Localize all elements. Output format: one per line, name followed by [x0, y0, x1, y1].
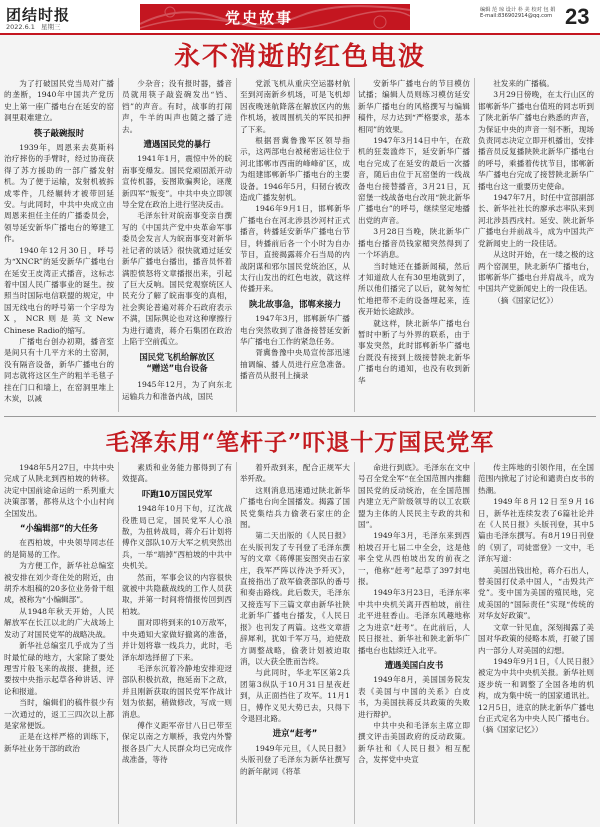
paragraph: 1946年9月1日，邯郸新华广播电台在河北涉县沙河村正式播音，转播延安新华广播电台节目，转播前后各一个小时为自办节目，直接揭露蒋介石当局的内战阴谋和邪尔国民党统治区，从太行山发出的红色电波，就这样传播开来。 — [240, 204, 350, 294]
article2-column — [358, 462, 470, 824]
issue-date — [6, 22, 65, 31]
column-divider — [118, 462, 119, 824]
article2-title: 毛泽东用“笔杆子”吓退十万国民党军 — [105, 429, 495, 456]
paragraph: 当时，编辑们的稿件很少有一次通过的，返工三四次以上都是家常便饭。 — [4, 698, 114, 730]
paragraph: 1947年3月14日中午，在敌机的狂轰滥炸下，延安新华广播电台完成了在延安的最后一次播音，随后由位于瓦窑堡的一线战备电台接替播音，3月21日，瓦窑堡一线战备电台改用“陕北新华广播电台”的呼号，继续坚定地播出党的声音。 — [358, 136, 470, 225]
paragraph: 面对即将到来的10万敌军，中央通知大家做好撤离的准备，并计划将靠一线兵力，此时，毛泽东却选择留了下来。 — [122, 618, 232, 662]
subheading: 遭遇国民党的暴行 — [143, 139, 211, 150]
paragraph: 毛泽东沉着冷静地安排迎迓部队积极抗敌，拖延南下之敌，并且刚新获取的国民党军作战计划为依据，稍做修改，写成一则消息。 — [122, 663, 232, 719]
article1-title: 永不消逝的红色电波 — [173, 42, 426, 72]
paragraph: 着歼敌到来，配合正规军大举歼敌。 — [240, 463, 350, 484]
column-divider — [354, 78, 355, 412]
paragraph: 党派飞机从重庆空运器材航至到河南新乡机场，可是飞机却因夜晚迷航降落在解放区内的焦作机场，被周围机关的军民扣押了下来。 — [240, 79, 350, 134]
staff-line: 编辑 范 琼 设计 朴 美 校对 包 娟 — [480, 7, 556, 13]
paragraph: 3月28日当晚，陕北新华广播电台播音员钱家楣突然得到了一个坏消息。 — [358, 227, 470, 260]
masthead: 团结时报 — [6, 6, 71, 24]
article1-column — [478, 78, 594, 412]
column-divider — [118, 78, 119, 412]
column-divider — [354, 462, 355, 824]
section-banner — [140, 4, 410, 30]
paragraph: 1949年8月12日至9月16日，新华社连续发表了6篇社论并在《人民日报》头版刊登，其中5篇由毛泽东撰写。有8月19日刊登的《别了，司徒雷登》一文中，毛泽东写道： — [478, 497, 594, 564]
column-divider — [236, 78, 237, 412]
paragraph: 正是在这样严格的训练下，新华社业务干部的政治 — [4, 732, 114, 753]
subheading: “小编辑部”的大任务 — [19, 523, 98, 534]
paragraph: 当时她还在播新闻稿，然后才知道敌人在有30里地就到了，所以他们播完了以后，就匆匆忙忙地把带不走的设备埋起来，连夜开始长途跋涉。 — [358, 261, 470, 317]
page-number: 23 — [565, 4, 590, 29]
article2-column — [122, 462, 232, 824]
paragraph: 在西柏坡，中央领导同志任的是简易的工作。 — [4, 538, 114, 559]
date-text: 2022.6.1 — [6, 23, 35, 31]
paragraph: 1949年元旦，《人民日报》头版刊登了毛泽东为新华社撰写的新年献词《将革 — [240, 743, 350, 776]
paragraph: 素质和业务能力都得到了有效提高。 — [122, 463, 232, 484]
paragraph: 为方便工作，新华社总编室被安排在刘少奇住处的附近，由胡乔木组稿的20多位业务骨干组成，被称为“小编辑部”。 — [4, 561, 114, 605]
paragraph: 1949年3月，毛泽东来到西柏坡召开七届二中全会，这是他率全党从西柏坡出发的前夜之一，他称“赶考”起草了397封电报。 — [358, 531, 470, 587]
subheading: 筷子敲碗报时 — [33, 127, 85, 138]
article2-column — [4, 462, 114, 824]
subheading: 国民党飞机给解放区 “赠送”电台设备 — [139, 352, 215, 374]
paragraph: 傅作义距军帝甘八日已带至保定以南之方顺桥，我党内外警报各县广大人民群众均已完成作战准备，等待 — [122, 720, 232, 765]
column-divider — [474, 462, 475, 824]
paragraph: 1948年5月27日，中共中央完成了从陕北到西柏坡的转移。决定中国前途命运的一系列重大决策部署，都将从这个小山村向全国发出。 — [4, 463, 114, 518]
paragraph: 然而，军事会议的内容很快就被中共隐蔽战线的工作人员获取，并第一时间将情报传回到西柏坡。 — [122, 572, 232, 616]
paragraph: 1941年1月，震惊中外的皖南事变爆发。国民党顽固派开动宣传机器，妄图欺骗舆论，诬蔑新四军“叛变”。中共中央立即领导全党在政治上进行坚决反击。 — [122, 154, 232, 210]
paragraph: 1947年7月，时任中宣部副部长、新华社社长的廖承志率队来到河北涉县西戌村。延安、陕北新华广播电台并前战斗，成为中国共产党新闻史上的一段佳话。 — [478, 193, 594, 248]
paragraph: 命进行到底》。毛泽东在文中号召全党全军“在全国范围内推翻国民党的反动统治，在全国范围内建立无产阶级领导的以工农联盟为主体的人民民主专政的共和国”。 — [358, 463, 470, 530]
article2-column — [240, 462, 350, 824]
article-separator — [4, 416, 596, 417]
paragraph: 社发来的广播稿。 — [493, 79, 554, 88]
paragraph: 文章一针见血，深刻揭露了美国对华政策的侵略本质，打破了国内一部分人对美国的幻想。 — [478, 622, 594, 655]
paragraph: 1939年，周恩来去莫斯科治疗摔伤的手臂时，经过协商获得了苏方援助的一部广播发射机。为了便于运输，发射机被拆成零件，几经辗转才被带回延安。与此同时，中共中央成立由周恩来担任主任的广播委员会，领导延安新华广播电台的筹建工作。 — [4, 143, 114, 244]
paragraph: 根据晋冀鲁豫军区领导指示，这两部电台被秘密运往位于河北邯郸市西南的峰峰矿区，成为组建邯郸新华广播电台的主要设备。1946年5月，归韧台被改造成广播发射机。 — [240, 136, 350, 203]
paragraph: 中共中央和毛泽东主席立即撰文评击美国政府的反动政策。新华社和《人民日报》相互配合，发挥党中央宣 — [358, 720, 470, 765]
paragraph: （摘《国家记忆》） — [493, 295, 558, 305]
section-title: 党史故事 — [225, 9, 294, 27]
paragraph: 第二天出版的《人民日报》在头版刊发了专刊登了毛泽东撰写的文章《蒋傅匪妄图突击石家庄，我军严阵以待决予歼灭》，直接指出了敌军偷袭部队的番号和奏击路线。此后数天，毛泽东又接连写下三篇文章由新华社陕北新华广播电台播发，《人民日报》也刊发了两篇。这些文章措辞犀利，犹如千军万马，迫使敌方调整战略，偷袭计划被迫取消，以大获全胜而告终。 — [240, 531, 350, 666]
paragraph: 1949年8月，美国国务院发表《美国与中国的关系》白皮书，为美国扶蒋反共政策的失败进行辩护。 — [358, 675, 470, 719]
paragraph: 1949年9月1日，《人民日报》被定为中共中央机关报。新华社则逐步统一和调整了全国各地的机构，成为集中统一的国家通讯社。12月5日，进京的陕北新华广播电台正式定名为中央人民广播电台。（摘《国家记忆》） — [478, 656, 594, 735]
paragraph: 1947年3月，邯郸新华广播电台突然收到了准备接替延安新华广播电台工作的紧急任务。 — [240, 314, 350, 346]
paragraph: 这则消息迅速通过陕北新华广播电台向全国播发。揭露了国民党集结兵力偷袭石家庄的企图。 — [240, 485, 350, 530]
paragraph: 1945年12月，为了向东北运输兵力和准备内战，国民 — [122, 380, 232, 401]
subheading: 进京“赶考” — [272, 728, 318, 739]
subheading: 吓跑10万国民党军 — [141, 488, 213, 499]
paragraph: 3月29日傍晚，在太行山区的邯郸新华广播电台值班的同志听到了陕北新华广播电台熟悉的声音，为保证中央的声音一刻不断，现场负责同志决定立即开机播出，安排播音员反复播陕陕北新华广播电台的呼号，乘播着传扰节目，邯郸新华广播电台完成了接替陕北新华广播电台这一重要历史使命。 — [478, 90, 594, 191]
paragraph: 从1948年秋天开始，人民解放军在长江以北的广大战场上发动了对国民党军的战略决战。 — [4, 606, 114, 639]
article2-column — [478, 462, 594, 824]
paragraph: 与此同时，华北军区第2兵团第3纵队于10月31日星夜赶到，从正面挡住了攻军。11月1日，傅作义见大势已去，只得下令退回北路。 — [240, 668, 350, 723]
paragraph: 1949年3月23日，毛泽东率中共中央机关离开西柏坡，前往北平进驻香山。毛泽东风趣地称之为进京“赶考”。在此前后，人民日报社、新华社和陕北新华广播电台也陆续迁入北平。 — [358, 588, 470, 655]
paragraph: 就这样，陕北新华广播电台暂时中断了与外界的联系，由于事发突然，此时邯郸新华广播电台既没有接到上级接替陕北新华广播电台的通知，也没有收到新华 — [358, 318, 470, 385]
article1-column — [240, 78, 350, 412]
article1-column — [122, 78, 232, 412]
paragraph: 毛泽东针对皖南事变亲自撰写的《中国共产党中央革命军事委员会发言人为皖南事变对新华社记者的谈话》很快就通过延安新华广播电台播出，播音员怀着满腔愤怒将文章播报出来，引起了巨大反响。国民党观察统区人民充分了解了皖南事变的真相，社会舆论普遍对蒋介石政府表示不满，国际舆论也对这种摩擦行为进行谴责，蒋介石集团在政治上陷于空前孤立。 — [122, 211, 232, 346]
subheading: 陕北故事急，邯郸来接力 — [248, 298, 342, 309]
paragraph: 胥冀鲁豫中央局宣传部迅速抽调编、播人员进行应急准备。播音员从报刊上摘录 — [240, 348, 350, 381]
paragraph: 从这时开始，在一缕之极的这两个窑洞里，陕北新华广播电台，邯郸新华广播电台并肩战斗，成为中国共产党新闻史上的一段佳话。 — [478, 250, 594, 294]
paragraph: 1940年12月30日，呼号为“XNCR”的延安新华广播电台在延安王皮湾正式播音，这标志着中国人民广播事业的诞生。按照当时国际电信联盟的规定，中国无线电台的呼号第一个字母为X，NCR则是英文New Chinese Radio的缩写。 — [4, 245, 114, 335]
column-divider — [236, 462, 237, 824]
column-divider — [474, 78, 475, 412]
paragraph: 广播电台创办初期，播音室是间只有十几平方米的土窑洞，没有隔音设备，新华广播电台的同志就将这区生产的粗羊毛毯子挂在门口和墙上，在窑洞里堆上木炭，以减 — [4, 336, 114, 403]
paragraph: 新华社总编室几乎成为了当时最忙碌的地方，大家除了要处理雪片般飞来的战报、捷报，还要按中央指示起草各种讲话、评论和报道。 — [4, 641, 114, 696]
paragraph: 传主阵地的引领作用，在全国范围内掀起了讨论和谴责白皮书的热潮。 — [478, 463, 594, 495]
paragraph: 安新华广播电台的节目模仿试播；编辑人员则练习模仿延安新华广播电台的风格撰写与编辑稿件，尽力达到“严格要求，基本相同”的效果。 — [358, 79, 470, 134]
paragraph: 为了打破国民党当局对广播的垄断，1940年中国共产党历史上第一座广播电台在延安的窑洞里艰难建立。 — [4, 79, 114, 123]
weekday-text: 星期三 — [41, 23, 61, 31]
staff-credits — [480, 6, 570, 19]
paragraph: 少杂音；没有报时器，播音员就用筷子敲瓷碗发出“铛、铛”的声音。有时，战事的打闹声，牛羊的叫声也随之播了进去。 — [122, 79, 232, 134]
subheading: 遭遇美国白皮书 — [384, 659, 444, 670]
email-line: E-mail:836902914@qq.com — [480, 13, 553, 19]
article1-column — [4, 78, 114, 412]
paragraph: 1948年10月下旬，辽沈战役胜局已定，国民党军人心浪散，为扭转战局，蒋介石计划将傅作义部队10万大军之机突然出兵，一举“端掉”西柏坡的中共中央机关。 — [122, 504, 232, 571]
header-rule — [0, 33, 600, 35]
paragraph: 美国出钱出枪，蒋介石出人，替美国打仗杀中国人，“击毁共产党”。变中国为美国的殖民地，完成美国的“国际责任”实现“传统的对华友好政策”。 — [478, 565, 594, 621]
page-header — [0, 0, 600, 34]
article1-column — [358, 78, 470, 412]
